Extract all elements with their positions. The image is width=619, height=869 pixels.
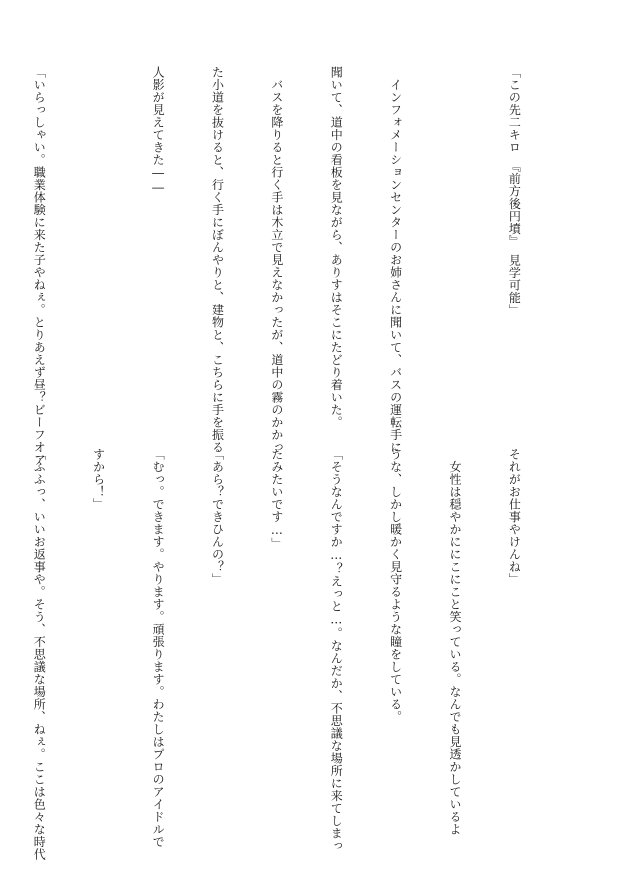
text-line: た小道を抜けると、行く手にぼんやりと、建物と、こちらに手を振る (210, 66, 225, 454)
text-line: 女性は穏やかににこにこと笑っている。なんでも見透かしているよ (448, 448, 463, 836)
blank-line (88, 66, 108, 426)
blank-line (444, 66, 464, 426)
text-line: うな、しかし暖かく見守るような瞳をしている。 (388, 448, 403, 723)
text-line: バスを降りると行く手は木立で見えなかったが、道中の霧のかかっ (269, 66, 284, 454)
text-line: すから！」 (91, 448, 106, 511)
text-line: たみたいです…」 (269, 448, 284, 550)
text-line: 聞いて、道中の看板を見ながら、ありすはそこにたどり着いた。 (329, 66, 344, 429)
text-line: 「むっ。できます。やります。頑張ります。わたしはプロのアイドルで (151, 448, 166, 848)
text-line: 「いらっしゃい。職業体験に来た子やねぇ。とりあえず昼？ビーフオア (32, 66, 47, 466)
upper-text-block (32, 66, 563, 466)
text-line: 「あら？できひんの？」 (210, 448, 225, 586)
text-line: 「そうなんですか…？えっと…。なんだか、不思議な場所に来てしまっ (329, 448, 344, 852)
text-line: インフォメーションセンターのお姉さんに聞いて、バスの運転手に (388, 66, 403, 454)
text-line: 人影が見えてきた―― (151, 66, 166, 195)
text-line: それがお仕事やけんね」 (507, 448, 522, 586)
lower-text-block (32, 448, 563, 861)
text-line: 「この先二キロ 『前方後円墳』 見学可能」 (507, 66, 522, 317)
text-line: 「ふふっ、いいお返事や。そう、不思議な場所、ねぇ。ここは色々な時代 (32, 448, 47, 861)
